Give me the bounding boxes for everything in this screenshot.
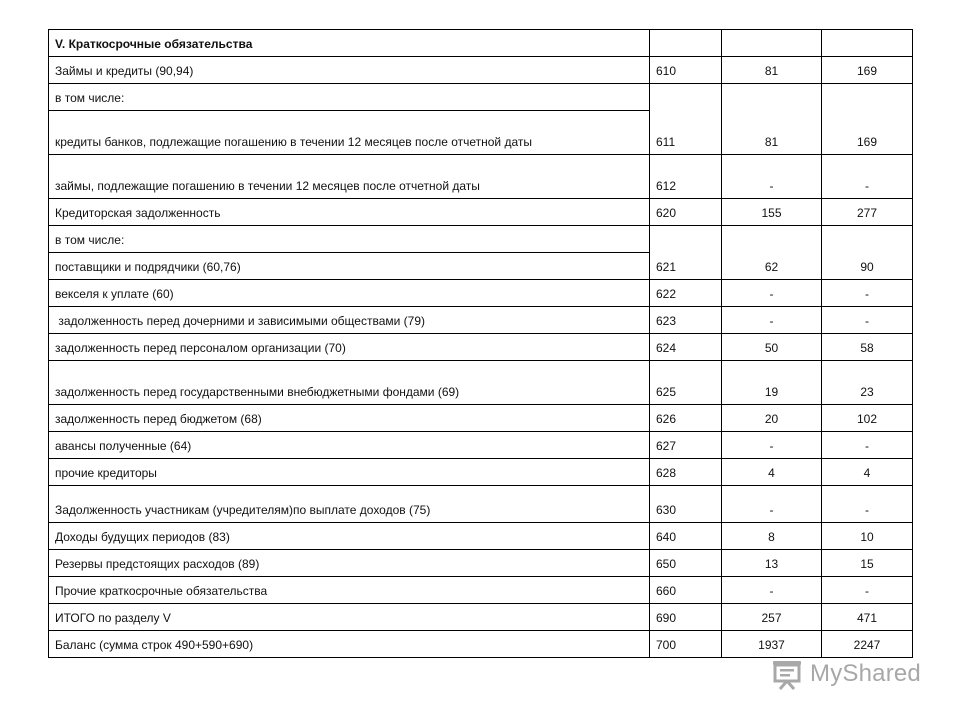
row-value-start: - [722,486,822,523]
table-row [49,334,913,361]
table-row [49,577,913,604]
row-value-end: 169 [822,57,913,84]
row-label: в том числе: [49,84,650,111]
row-label: поставщики и подрядчики (60,76) [49,253,650,280]
table-row [49,604,913,631]
row-code: 621 [650,226,722,280]
row-value-start: 1937 [722,631,822,658]
row-value-start: 81 [722,57,822,84]
table-row [49,459,913,486]
row-value-end: 15 [822,550,913,577]
row-value-start: - [722,307,822,334]
table-row [49,57,913,84]
row-value-end: 102 [822,405,913,432]
row-label: задолженность перед персоналом организации (70) [49,334,650,361]
row-code: 700 [650,631,722,658]
row-value-end: 4 [822,459,913,486]
row-label: в том числе: [49,226,650,253]
row-code: 640 [650,523,722,550]
row-value-end: 58 [822,334,913,361]
row-value-start: 257 [722,604,822,631]
row-value-end: - [822,432,913,459]
row-code: 628 [650,459,722,486]
table-row [49,486,913,523]
header-end-cell [822,30,913,57]
header-code-cell [650,30,722,57]
row-value-start: 62 [722,226,822,280]
row-label: прочие кредиторы [49,459,650,486]
row-value-end: 169 [822,84,913,155]
row-value-start: - [722,577,822,604]
watermark[interactable] [770,656,921,692]
row-value-start: 13 [722,550,822,577]
row-value-end: 277 [822,199,913,226]
row-value-end: - [822,280,913,307]
row-code: 627 [650,432,722,459]
row-value-start: - [722,280,822,307]
row-label: Займы и кредиты (90,94) [49,57,650,84]
row-value-end: - [822,155,913,199]
table-row [49,405,913,432]
row-code: 623 [650,307,722,334]
row-label: векселя к уплате (60) [49,280,650,307]
row-code: 630 [650,486,722,523]
row-value-start: 50 [722,334,822,361]
table-row [49,280,913,307]
presentation-board-icon [770,657,804,691]
table-row [49,523,913,550]
row-label: Резервы предстоящих расходов (89) [49,550,650,577]
row-label: задолженность перед дочерними и зависимыми обществами (79) [49,307,650,334]
row-value-end: - [822,307,913,334]
header-start-cell [722,30,822,57]
row-code: 620 [650,199,722,226]
row-code: 625 [650,361,722,405]
row-code: 612 [650,155,722,199]
row-value-start: 20 [722,405,822,432]
table-row [49,84,913,111]
row-label: Доходы будущих периодов (83) [49,523,650,550]
row-code: 610 [650,57,722,84]
row-value-end: 90 [822,226,913,280]
table-row [49,550,913,577]
table-row [49,361,913,405]
row-code: 690 [650,604,722,631]
row-label: ИТОГО по разделу V [49,604,650,631]
section-header-row [49,30,913,57]
row-label: Задолженность участникам (учредителям)по выплате доходов (75) [49,486,650,523]
row-value-start: 155 [722,199,822,226]
row-code: 660 [650,577,722,604]
row-label: задолженность перед государственными внебюджетными фондами (69) [49,361,650,405]
row-label: Баланс (сумма строк 490+590+690) [49,631,650,658]
row-value-start: - [722,432,822,459]
row-label: займы, подлежащие погашению в течении 12 месяцев после отчетной даты [49,155,650,199]
row-value-start: 19 [722,361,822,405]
row-label: Кредиторская задолженность [49,199,650,226]
row-code: 611 [650,84,722,155]
balance-table [48,29,913,658]
row-value-start: 8 [722,523,822,550]
table-row [49,631,913,658]
table-row [49,155,913,199]
row-label: Прочие краткосрочные обязательства [49,577,650,604]
table-row [49,432,913,459]
section-title: V. Краткосрочные обязательства [49,30,650,57]
row-value-start: 4 [722,459,822,486]
row-value-start: - [722,155,822,199]
row-code: 622 [650,280,722,307]
table-row [49,307,913,334]
row-value-end: - [822,577,913,604]
row-value-end: 2247 [822,631,913,658]
table-row [49,199,913,226]
row-code: 650 [650,550,722,577]
row-value-start: 81 [722,84,822,155]
row-label: авансы полученные (64) [49,432,650,459]
row-label: задолженность перед бюджетом (68) [49,405,650,432]
row-value-end: 10 [822,523,913,550]
table-row [49,226,913,253]
row-code: 626 [650,405,722,432]
watermark-brand: MyShared [810,660,921,687]
row-code: 624 [650,334,722,361]
row-value-end: - [822,486,913,523]
row-value-end: 471 [822,604,913,631]
row-label: кредиты банков, подлежащие погашению в течении 12 месяцев после отчетной даты [49,111,650,155]
row-value-end: 23 [822,361,913,405]
